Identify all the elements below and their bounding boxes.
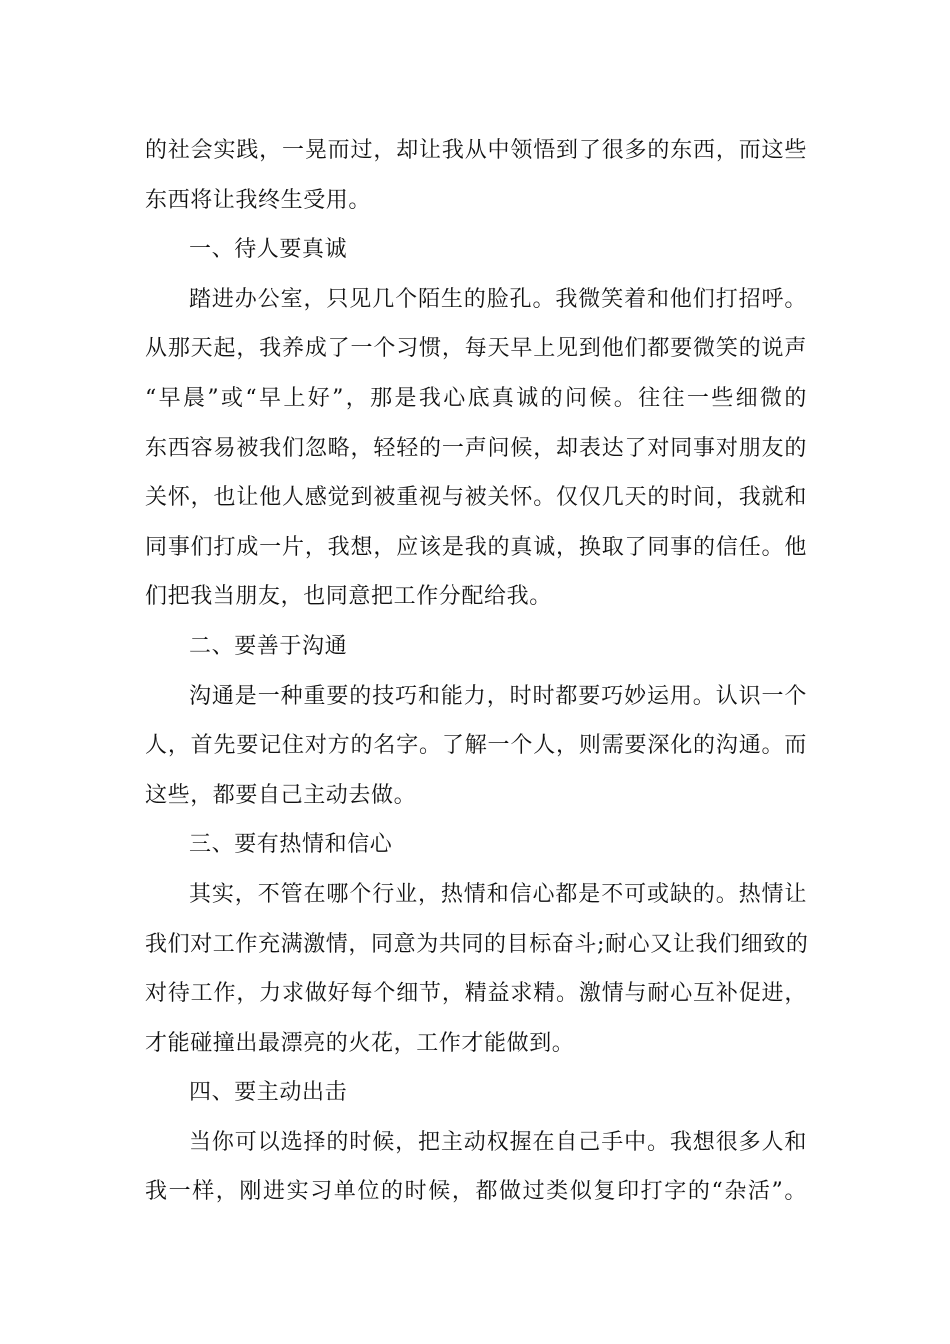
section-heading: 一、待人要真诚 xyxy=(189,237,348,263)
paragraph-line: 东西将让我终生受用。 xyxy=(145,187,372,213)
paragraph-line: 从那天起，我养成了一个习惯，每天早上见到他们都要微笑的说声 xyxy=(145,336,807,362)
paragraph-line: 对待工作，力求做好每个细节，精益求精。激情与耐心互补促进， xyxy=(145,981,807,1007)
paragraph-line: 关怀，也让他人感觉到被重视与被关怀。仅仅几天的时间，我就和 xyxy=(145,485,807,511)
paragraph-line: 当你可以选择的时候，把主动权握在自己手中。我想很多人和 xyxy=(189,1129,807,1155)
paragraph-line: 踏进办公室，只见几个陌生的脸孔。我微笑着和他们打招呼。 xyxy=(189,286,807,312)
paragraph-line: 这些，都要自己主动去做。 xyxy=(145,782,417,808)
paragraph-line: 人，首先要记住对方的名字。了解一个人，则需要深化的沟通。而 xyxy=(145,733,807,759)
paragraph-line: 沟通是一种重要的技巧和能力，时时都要巧妙运用。认识一个 xyxy=(189,683,807,709)
paragraph-line: 我一样，刚进实习单位的时候，都做过类似复印打字的“杂活”。 xyxy=(145,1179,807,1205)
paragraph-line: 东西容易被我们忽略，轻轻的一声问候，却表达了对同事对朋友的 xyxy=(145,435,807,461)
section-heading: 四、要主动出击 xyxy=(189,1080,348,1106)
section-heading: 二、要善于沟通 xyxy=(189,633,348,659)
section-heading: 三、要有热情和信心 xyxy=(189,832,393,858)
paragraph-line: 们把我当朋友，也同意把工作分配给我。 xyxy=(145,584,552,610)
paragraph-line: 同事们打成一片，我想，应该是我的真诚，换取了同事的信任。他 xyxy=(145,534,807,560)
paragraph-line: 的社会实践，一晃而过，却让我从中领悟到了很多的东西，而这些 xyxy=(145,138,807,163)
paragraph-line: 才能碰撞出最漂亮的火花，工作才能做到。 xyxy=(145,1030,575,1056)
document-body xyxy=(145,126,807,1217)
paragraph-line: 我们对工作充满激情，同意为共同的目标奋斗;耐心又让我们细致的 xyxy=(145,931,809,957)
paragraph-line: “早晨”或“早上好”，那是我心底真诚的问候。往往一些细微的 xyxy=(145,385,807,411)
paragraph-line: 其实，不管在哪个行业，热情和信心都是不可或缺的。热情让 xyxy=(189,881,807,907)
